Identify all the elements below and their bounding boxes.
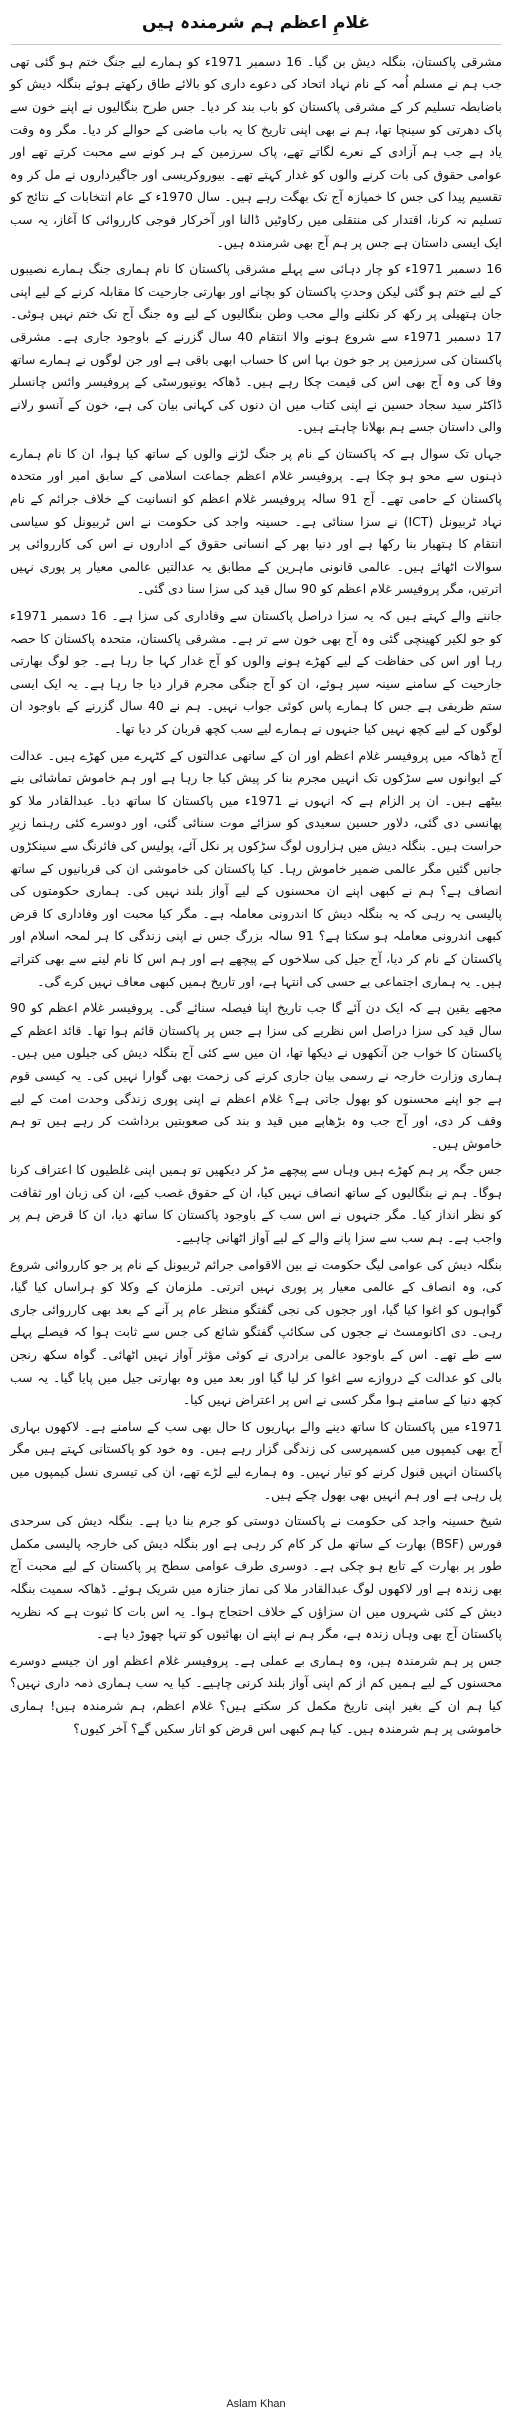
article-paragraph: آج ڈھاکہ میں پروفیسر غلام اعظم اور ان کے ساتھی عدالتوں کے کٹہرے میں کھڑے ہیں۔ عدالت کے ایوانوں سے سڑکوں تک انہیں مجرم بنا کر پیش کیا جا رہا ہے اور ہم خاموش تماشائی بنے بیٹھے ہیں۔ ان پر الزام ہے کہ انہوں نے 1971ء میں پاکستان کا ساتھ دیا۔ عبدالقادر ملا کو پھانسی دی گئی، دلاور حسین سعیدی کو سزائے موت سنائی گئی، اور دوسرے کئی رہنما زیرِ حراست ہیں۔ بنگلہ دیش میں ہزاروں لوگ سڑکوں پر نکل آئے، پولیس کی فائرنگ سے سینکڑوں جانیں گئیں مگر عالمی ضمیر خاموش رہا۔ کیا پاکستان کی خاموشی ان کی قربانیوں کے ساتھ انصاف ہے؟ ہم نے کبھی اپنے ان محسنوں کے لیے آواز بلند نہیں کی۔ ہماری حکومتوں کی پالیسی یہ رہی کہ یہ بنگلہ دیش کا اندرونی معاملہ ہے۔ مگر کیا محبت اور وفاداری کا قرض کبھی اندرونی معاملہ ہو سکتا ہے؟ 91 سالہ بزرگ جس نے اپنی زندگی کا ہر لمحہ اسلام اور پاکستان کے نام کر دیا، آج جیل کی سلاخوں کے پیچھے ہے اور ہم اس کا نام لینے سے بھی کتراتے ہیں۔ یہ ہماری اجتماعی بے حسی کی انتہا ہے، اور تاریخ ہمیں کبھی معاف نہیں کرے گی۔ bbox=[10, 747, 502, 989]
article-paragraph: جاننے والے کہتے ہیں کہ یہ سزا دراصل پاکستان سے وفاداری کی سزا ہے۔ 16 دسمبر 1971ء کو جو لکیر کھینچی گئی وہ آج بھی خون سے تر ہے۔ مشرقی پاکستان، متحدہ پاکستان کا حصہ رہا اور اس کی حفاظت کے لیے کھڑے ہونے والوں کو آج غدار کہا جا رہا ہے۔ جو لوگ بھارتی جارحیت کے سامنے سینہ سپر ہوئے، ان کو آج جنگی مجرم قرار دیا جا رہا ہے۔ یہ ایک ایسی ستم ظریفی ہے جس کا ہمارے پاس کوئی جواب نہیں۔ ہم نے 40 سال گزرنے کے باوجود ان لوگوں کے لیے کچھ نہیں کیا جنہوں نے ہمارے لیے سب کچھ قربان کر دیا تھا۔ bbox=[10, 608, 502, 737]
article-paragraph: بنگلہ دیش کی عوامی لیگ حکومت نے بین الاقوامی جرائم ٹربیونل کے نام پر جو کارروائی شروع کی، وہ انصاف کے عالمی معیار پر پوری نہیں اترتی۔ ملزمان کے وکلا کو ہراساں کیا گیا، گواہوں کو اغوا کیا گیا، اور ججوں کی نجی گفتگو منظر عام پر آنے کے بعد بھی کارروائی جاری رہی۔ دی اکانومسٹ نے ججوں کی سکائپ گفتگو شائع کی جس سے ثابت ہوا کہ فیصلے پہلے سے طے تھے۔ اس کے باوجود عالمی برادری نے کوئی مؤثر آواز نہیں اٹھائی۔ گواہ سکھ رنجن بالی کو عدالت کے دروازے سے اغوا کر لیا گیا اور بعد میں وہ بھارتی جیل میں پایا گیا۔ یہ سب کچھ دنیا کے سامنے ہوا مگر کسی نے اس پر اعتراض نہیں کیا۔ bbox=[10, 1256, 502, 1408]
article-paragraph: جس جگہ پر ہم کھڑے ہیں وہاں سے پیچھے مڑ کر دیکھیں تو ہمیں اپنی غلطیوں کا اعتراف کرنا ہوگا۔ ہم نے بنگالیوں کے ساتھ انصاف نہیں کیا، ان کے حقوق غصب کیے، ان کی زبان اور ثقافت کو نظر انداز کیا۔ مگر جنہوں نے اس سب کے باوجود پاکستان کا ساتھ دیا، ان کا قرض ہم پر واجب ہے۔ ہم سب سے سزا پانے والے کے لیے آواز اٹھانی چاہیے۔ bbox=[10, 1162, 502, 1246]
article-paragraph: جہاں تک سوال ہے کہ پاکستان کے نام پر جنگ لڑنے والوں کے ساتھ کیا ہوا، ان کا نام ہمارے ذہنوں سے محو ہو چکا ہے۔ پروفیسر غلام اعظم جماعت اسلامی کے سابق امیر اور متحدہ پاکستان کے حامی تھے۔ آج 91 سالہ پروفیسر غلام اعظم کو انسانیت کے خلاف جرائم کے نام نہاد ٹربیونل (ICT) نے سزا سنائی ہے۔ حسینہ واجد کی حکومت نے اس ٹربیونل کو سیاسی انتقام کا ہتھیار بنا رکھا ہے اور دنیا بھر کے انسانی حقوق کے اداروں نے اس کی کارروائی پر سوالات اٹھائے ہیں۔ عالمی قانونی ماہرین کے مطابق یہ عدالتیں عالمی معیار پر پوری نہیں اترتیں، مگر پروفیسر غلام اعظم کو 90 سال قید کی سزا سنا دی گئی۔ bbox=[10, 445, 502, 597]
article-paragraph: شیخ حسینہ واجد کی حکومت نے پاکستان دوستی کو جرم بنا دیا ہے۔ بنگلہ دیش کی سرحدی فورس (BSF) بھارت کے ساتھ مل کر کام کر رہی ہے اور بنگلہ دیش کی خارجہ پالیسی مکمل طور پر بھارت کے تابع ہو چکی ہے۔ دوسری طرف عوامی سطح پر پاکستان کے لیے محبت آج بھی زندہ ہے اور لاکھوں لوگ عبدالقادر ملا کی نماز جنازہ میں شریک ہوئے۔ ڈھاکہ سمیت بنگلہ دیش کے کئی شہروں میں ان سزاؤں کے خلاف احتجاج ہوا۔ یہ اس بات کا ثبوت ہے کہ نظریہ پاکستان آج بھی وہاں زندہ ہے، مگر ہم نے اپنے ان بھائیوں کو تنہا چھوڑ دیا ہے۔ bbox=[10, 1513, 502, 1642]
article-paragraph: مشرقی پاکستان، بنگلہ دیش بن گیا۔ 16 دسمبر 1971ء کو ہمارے لیے جنگ ختم ہو گئی تھی جب ہم نے مسلم اُمہ کے نام نہاد اتحاد کی دعوے داری کو بالائے طاق رکھتے ہوئے بنگلہ دیش کو باضابطہ تسلیم کر کے مشرقی پاکستان کو باب بند کر دیا۔ جس طرح بنگالیوں نے اپنے خون سے پاک دھرتی کو سینچا تھا، ہم نے بھی اپنی تاریخ کا یہ باب ماضی کے حوالے کر دیا۔ مگر وہ وقت یاد ہے جب ہم آزادی کے نعرے لگاتے تھے، پاک سرزمین کے ہر کونے سے محبت کرتے تھے اور عوامی حقوق کی بات کرنے والوں کو غدار کہتے تھے۔ بیوروکریسی اور جاگیرداروں نے مل کر وہ تقسیم پیدا کی جس کا خمیازہ آج تک بھگت رہے ہیں۔ سال 1970ء کے عام انتخابات کے نتائج کو تسلیم نہ کرنا، اقتدار کی منتقلی میں رکاوٹیں ڈالنا اور آخرکار فوجی کارروائی کا آغاز، یہ سب ایک ایسی داستان ہے جس پر ہم آج بھی شرمندہ ہیں۔ bbox=[10, 53, 502, 250]
article-paragraph: مجھے یقین ہے کہ ایک دن آئے گا جب تاریخ اپنا فیصلہ سنائے گی۔ پروفیسر غلام اعظم کو 90 سال قید کی سزا دراصل اس نظریے کی سزا ہے جس پر پاکستان قائم ہوا تھا۔ قائد اعظم کے پاکستان کا خواب جن آنکھوں نے دیکھا تھا، ان میں سے کئی آج بنگلہ دیش کی جیلوں میں ہیں۔ ہماری وزارت خارجہ نے رسمی بیان جاری کرنے کی زحمت بھی گوارا نہیں کی۔ یہ کیسی قوم ہے جو اپنے محسنوں کو بھول جاتی ہے؟ غلام اعظم نے اپنی پوری زندگی وحدت امت کے لیے وقف کر دی، اور آج جب وہ بڑھاپے میں قید و بند کی صعوبتیں برداشت کر رہے ہیں تو ہم خاموش ہیں۔ bbox=[10, 1000, 502, 1151]
article-headline: غلامِ اعظم ہم شرمندہ ہیں bbox=[141, 13, 370, 33]
article-paragraph: جس پر ہم شرمندہ ہیں، وہ ہماری بے عملی ہے۔ پروفیسر غلام اعظم اور ان جیسے دوسرے محسنوں کے لیے ہمیں کم از کم اپنی آواز بلند کرنی چاہیے۔ کیا یہ سب ہماری ذمہ داری نہیں؟ کیا ہم ان کے بغیر اپنی تاریخ مکمل کر سکتے ہیں؟ غلام اعظم، ہم شرمندہ ہیں! ہماری خاموشی پر ہم شرمندہ ہیں۔ کیا ہم کبھی اس قرض کو اتار سکیں گے؟ آخر کیوں؟ bbox=[10, 1652, 502, 1736]
article bbox=[10, 6, 502, 1744]
article-paragraph: 1971ء میں پاکستان کا ساتھ دینے والے بہاریوں کا حال بھی سب کے سامنے ہے۔ لاکھوں بہاری آج بھی کیمپوں میں کسمپرسی کی زندگی گزار رہے ہیں۔ وہ خود کو پاکستانی کہتے ہیں مگر پاکستان انہیں قبول کرنے کو تیار نہیں۔ وہ ہمارے لیے لڑے تھے، ان کی تیسری نسل کیمپوں میں پل رہی ہے اور ہم انہیں بھی بھول چکے ہیں۔ bbox=[10, 1418, 502, 1502]
article-paragraph: 16 دسمبر 1971ء کو چار دہائی سے پہلے مشرقی پاکستان کا نام ہماری جنگ ہمارے نصیبوں کے لیے ختم ہو گئی لیکن وحدتِ پاکستان کو بچانے اور بھارتی جارحیت کا مقابلہ کرنے کے لیے اپنی جان ہتھیلی پر رکھ کر نکلنے والے محب وطن بنگالیوں کے لیے وہ جنگ آج تک ختم نہیں ہوئی۔ 17 دسمبر 1971ء سے شروع ہونے والا انتقام 40 سال گزرنے کے باوجود جاری ہے۔ مشرقی پاکستان کی سرزمین پر جو خون بہا اس کا حساب ابھی باقی ہے اور جن لوگوں نے ہمارے ساتھ وفا کی وہ آج بھی اس کی قیمت چکا رہے ہیں۔ ڈھاکہ یونیورسٹی کے پروفیسر وائس چانسلر ڈاکٹر سید سجاد حسین نے اپنی کتاب میں ان دنوں کی کہانی بیان کی ہے، خون کے آنسو رلانے والی داستان جسے ہم بھلانا چاہتے ہیں۔ bbox=[10, 261, 502, 435]
author-byline: Aslam Khan bbox=[226, 2398, 286, 2410]
headline-divider bbox=[10, 44, 502, 45]
